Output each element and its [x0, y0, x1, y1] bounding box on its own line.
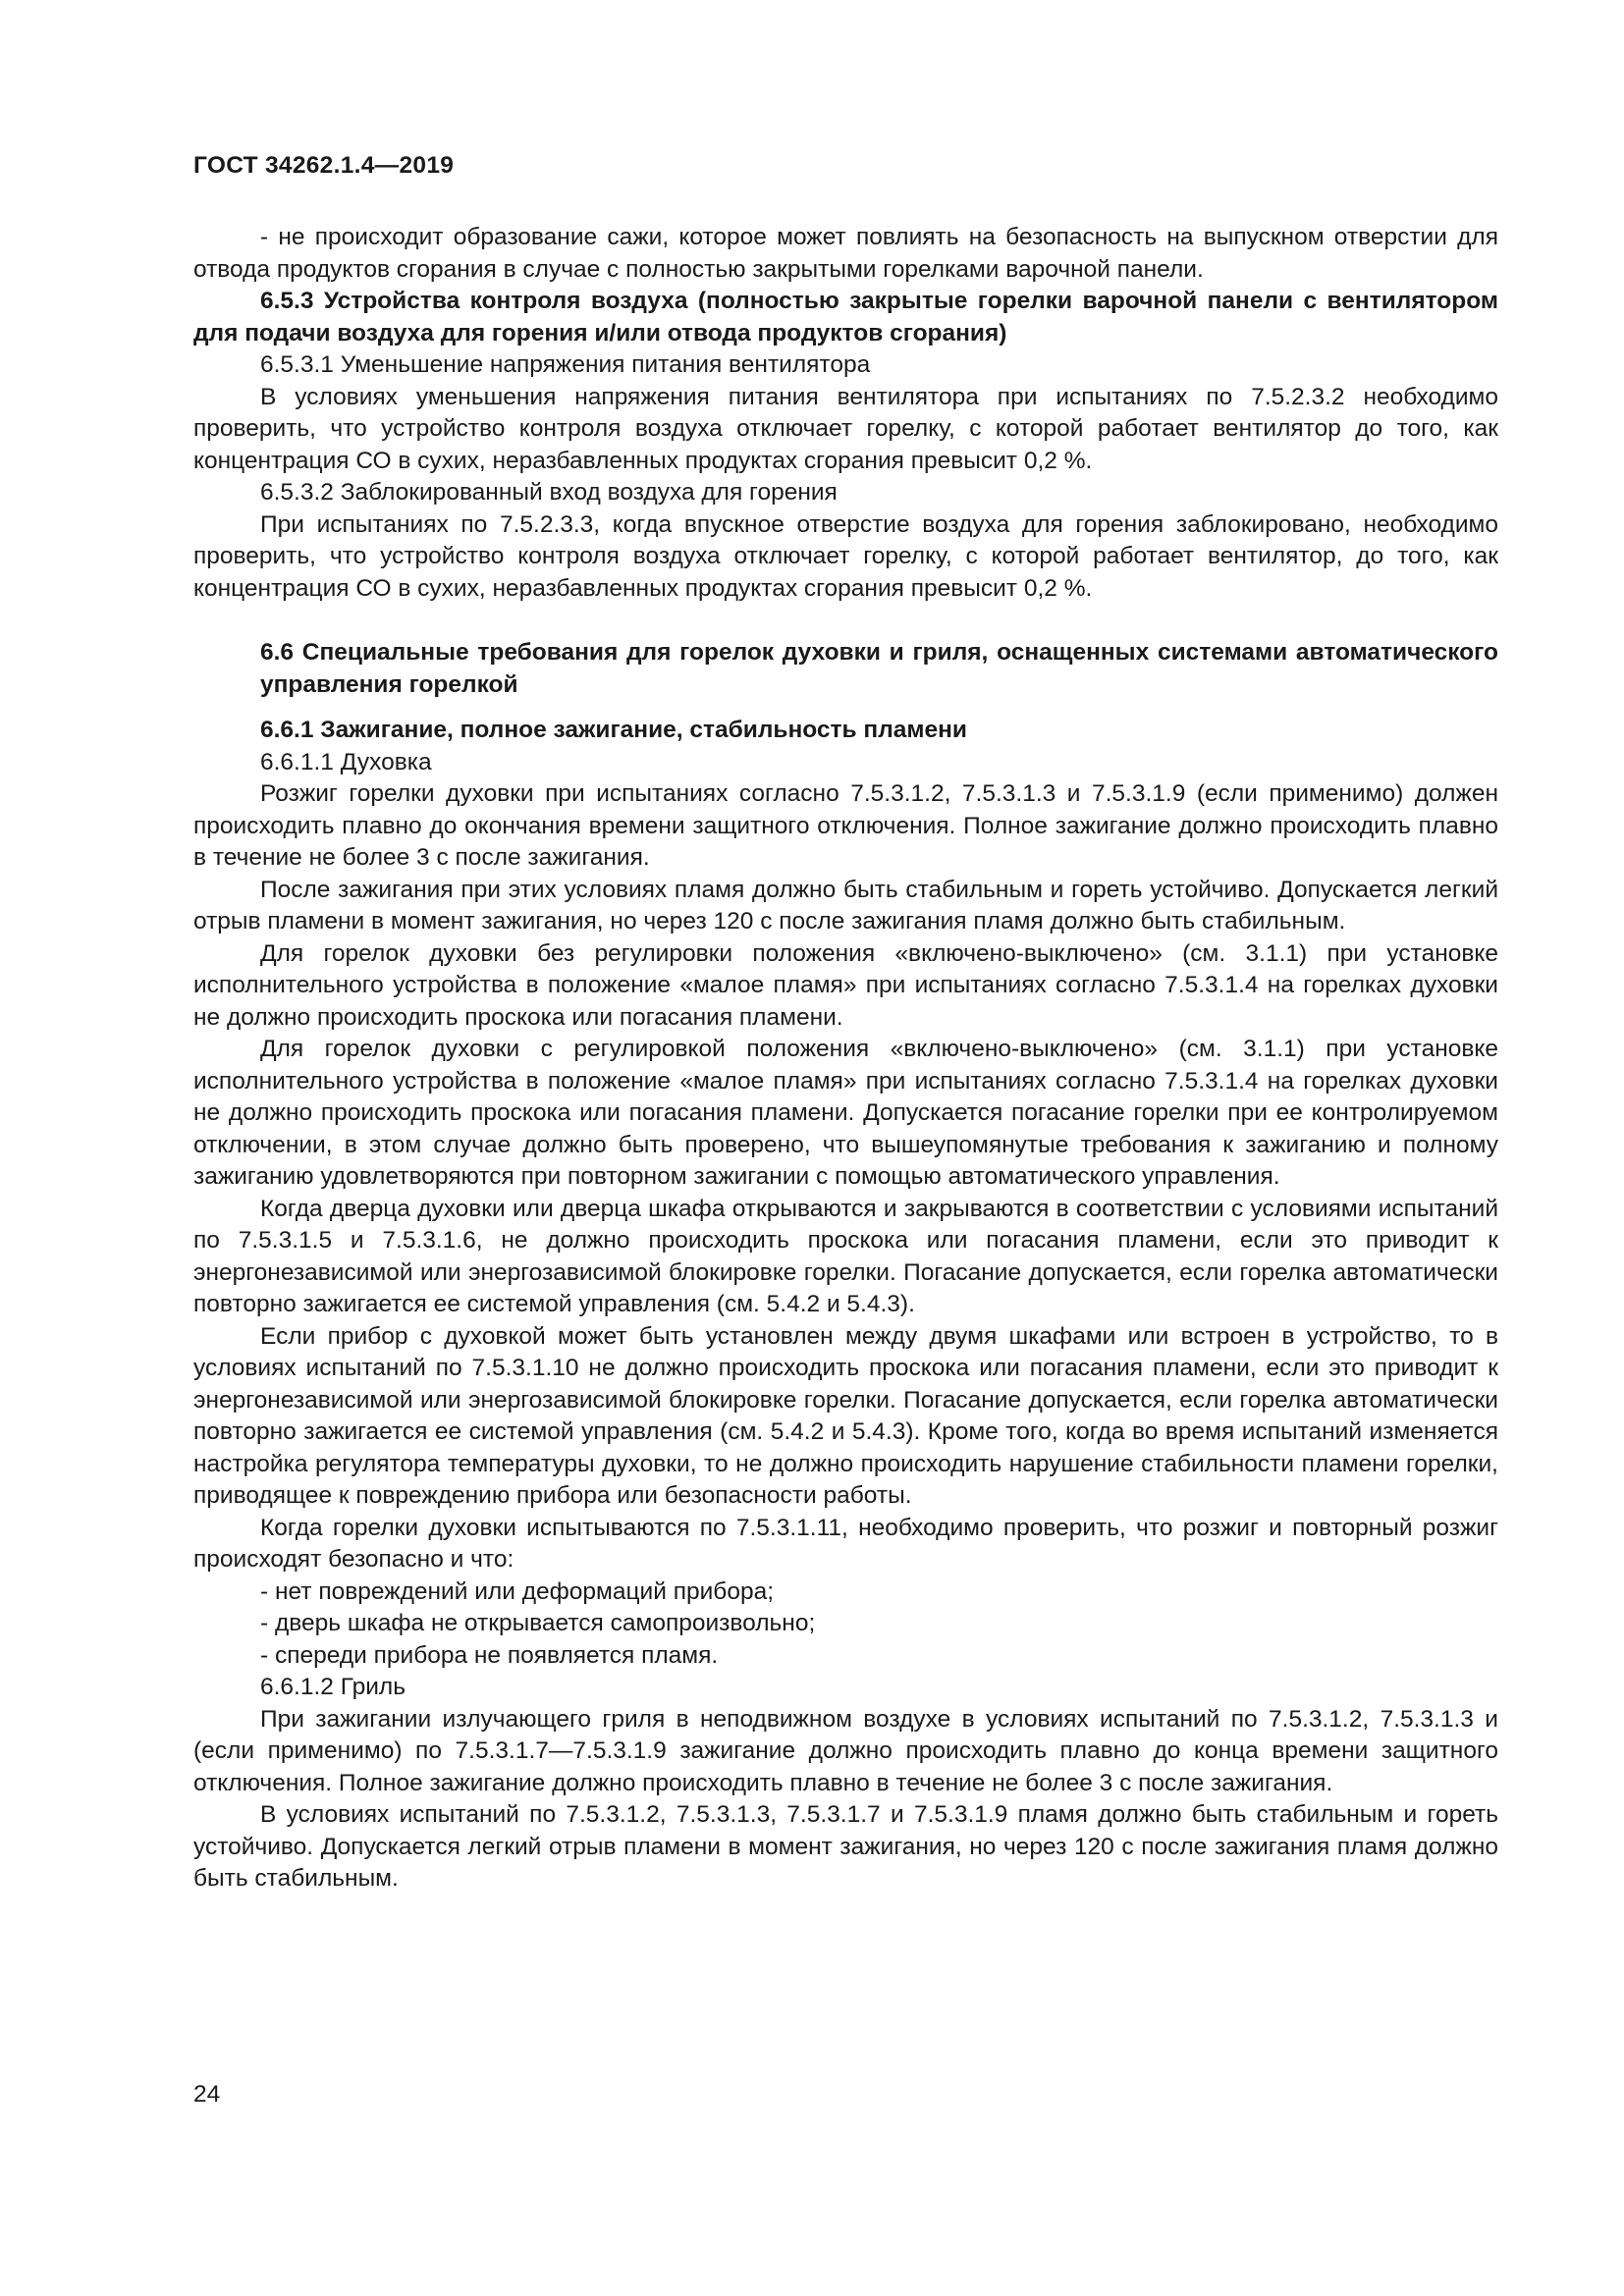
list-item: - нет повреждений или деформаций прибора; [260, 1577, 775, 1605]
section-heading-6-5-3: 6.5.3 Устройства контроля воздуха (полностью закрытые горелки варочной панели с вентилятором для подачи воздуха для горения и/или отвода продуктов сгорания) [193, 288, 1498, 347]
paragraph: - не происходит образование сажи, которое может повлиять на безопасность на выпускном отверстии для отвода продуктов сгорания в случае с полностью закрытыми горелками варочной панели. [193, 224, 1498, 283]
list-item: - дверь шкафа не открывается самопроизвольно; [260, 1610, 816, 1636]
paragraph: После зажигания при этих условиях пламя должно быть стабильным и гореть устойчиво. Допускается легкий отрыв пламени в момент зажигания, но через 120 с после зажигания пламя должно быть стабильным. [193, 876, 1498, 934]
paragraph: При зажигании излучающего гриля в неподвижном воздухе в условиях испытаний по 7.5.3.1.2, 7.5.3.1.3 и (если применимо) по 7.5.3.1.7—7.5.3.1.9 зажигание должно происходить плавно до конца времени защитного отключения. Полное зажигание должно происходить плавно в течение не более 3 с после зажигания. [193, 1705, 1498, 1796]
paragraph: Когда дверца духовки или дверца шкафа открываются и закрываются в соответствии с условиями испытаний по 7.5.3.1.5 и 7.5.3.1.6, не должно происходить проскока или погасания пламени, если это приводит к энергонезависимой или энергозависимой блокировке горелки. Погасание допускается, если горелка автоматически повторно зажигается ее системой управления (см. 5.4.2 и 5.4.3). [193, 1195, 1498, 1317]
section-heading-6-6-1: 6.6.1 Зажигание, полное зажигание, стабильность пламени [260, 717, 967, 743]
document-body [193, 222, 1498, 1896]
paragraph: Для горелок духовки с регулировкой положения «включено-выключено» (см. 3.1.1) при установке исполнительного устройства в положение «малое пламя» при испытаниях согласно 7.5.3.1.4 на горелках духовки не должно происходить проскока или погасания пламени. Допускается погасание горелки при ее контролируемом отключении, в этом случае должно быть проверено, что вышеупомянутые требования к зажиганию и полному зажиганию удовлетворяются при повторном зажигании с помощью автоматического управления. [193, 1036, 1498, 1190]
paragraph: Для горелок духовки без регулировки положения «включено-выключено» (см. 3.1.1) при установке исполнительного устройства в положение «малое пламя» при испытаниях согласно 7.5.3.1.4 на горелках духовки не должно происходить проскока или погасания пламени. [193, 939, 1498, 1031]
paragraph: Если прибор с духовкой может быть установлен между двумя шкафами или встроен в устройство, то в условиях испытаний по 7.5.3.1.10 не должно происходить проскока или погасания пламени, если это приводит к энергонезависимой или энергозависимой блокировке горелки. Погасание допускается, если горелка автоматически повторно зажигается ее системой управления (см. 5.4.2 и 5.4.3). Кроме того, когда во время испытаний изменяется настройка регулятора температуры духовки, то не должно происходить нарушение стабильности пламени горелки, приводящее к повреждению прибора или безопасности работы. [193, 1322, 1498, 1509]
section-heading-6-6: 6.6 Специальные требования для горелок духовки и гриля, оснащенных системами автоматического управления горелкой [260, 639, 1498, 698]
document-header: ГОСТ 34262.1.4—2019 [193, 152, 455, 179]
paragraph: В условиях уменьшения напряжения питания вентилятора при испытаниях по 7.5.2.3.2 необходимо проверить, что устройство контроля воздуха отключает горелку, с которой работает вентилятор до того, как концентрация СО в сухих, неразбавленных продуктах сгорания превысит 0,2 %. [193, 383, 1498, 474]
subsection-title: 6.5.3.1 Уменьшение напряжения питания вентилятора [260, 351, 871, 378]
subsection-title: 6.5.3.2 Заблокированный вход воздуха для горения [260, 479, 838, 506]
paragraph: Когда горелки духовки испытываются по 7.5.3.1.11, необходимо проверить, что розжиг и повторный розжиг происходят безопасно и что: [193, 1514, 1498, 1573]
paragraph: В условиях испытаний по 7.5.3.1.2, 7.5.3.1.3, 7.5.3.1.7 и 7.5.3.1.9 пламя должно быть стабильным и гореть устойчиво. Допускается легкий отрыв пламени в момент зажигания, но через 120 с после зажигания пламя должно быть стабильным. [193, 1801, 1498, 1892]
subsection-title: 6.6.1.2 Гриль [260, 1674, 406, 1700]
subsection-title: 6.6.1.1 Духовка [260, 748, 432, 775]
page-number: 24 [193, 2081, 221, 2108]
paragraph: При испытаниях по 7.5.2.3.3, когда впускное отверстие воздуха для горения заблокировано, необходимо проверить, что устройство контроля воздуха отключает горелку, с которой работает вентилятор, до того, как концентрация СО в сухих, неразбавленных продуктах сгорания превысит 0,2 %. [193, 510, 1498, 602]
paragraph: Розжиг горелки духовки при испытаниях согласно 7.5.3.1.2, 7.5.3.1.3 и 7.5.3.1.9 (если применимо) должен происходить плавно до окончания времени защитного отключения. Полное зажигание должно происходить плавно в течение не более 3 с после зажигания. [193, 780, 1498, 871]
list-item: - спереди прибора не появляется пламя. [260, 1641, 719, 1669]
